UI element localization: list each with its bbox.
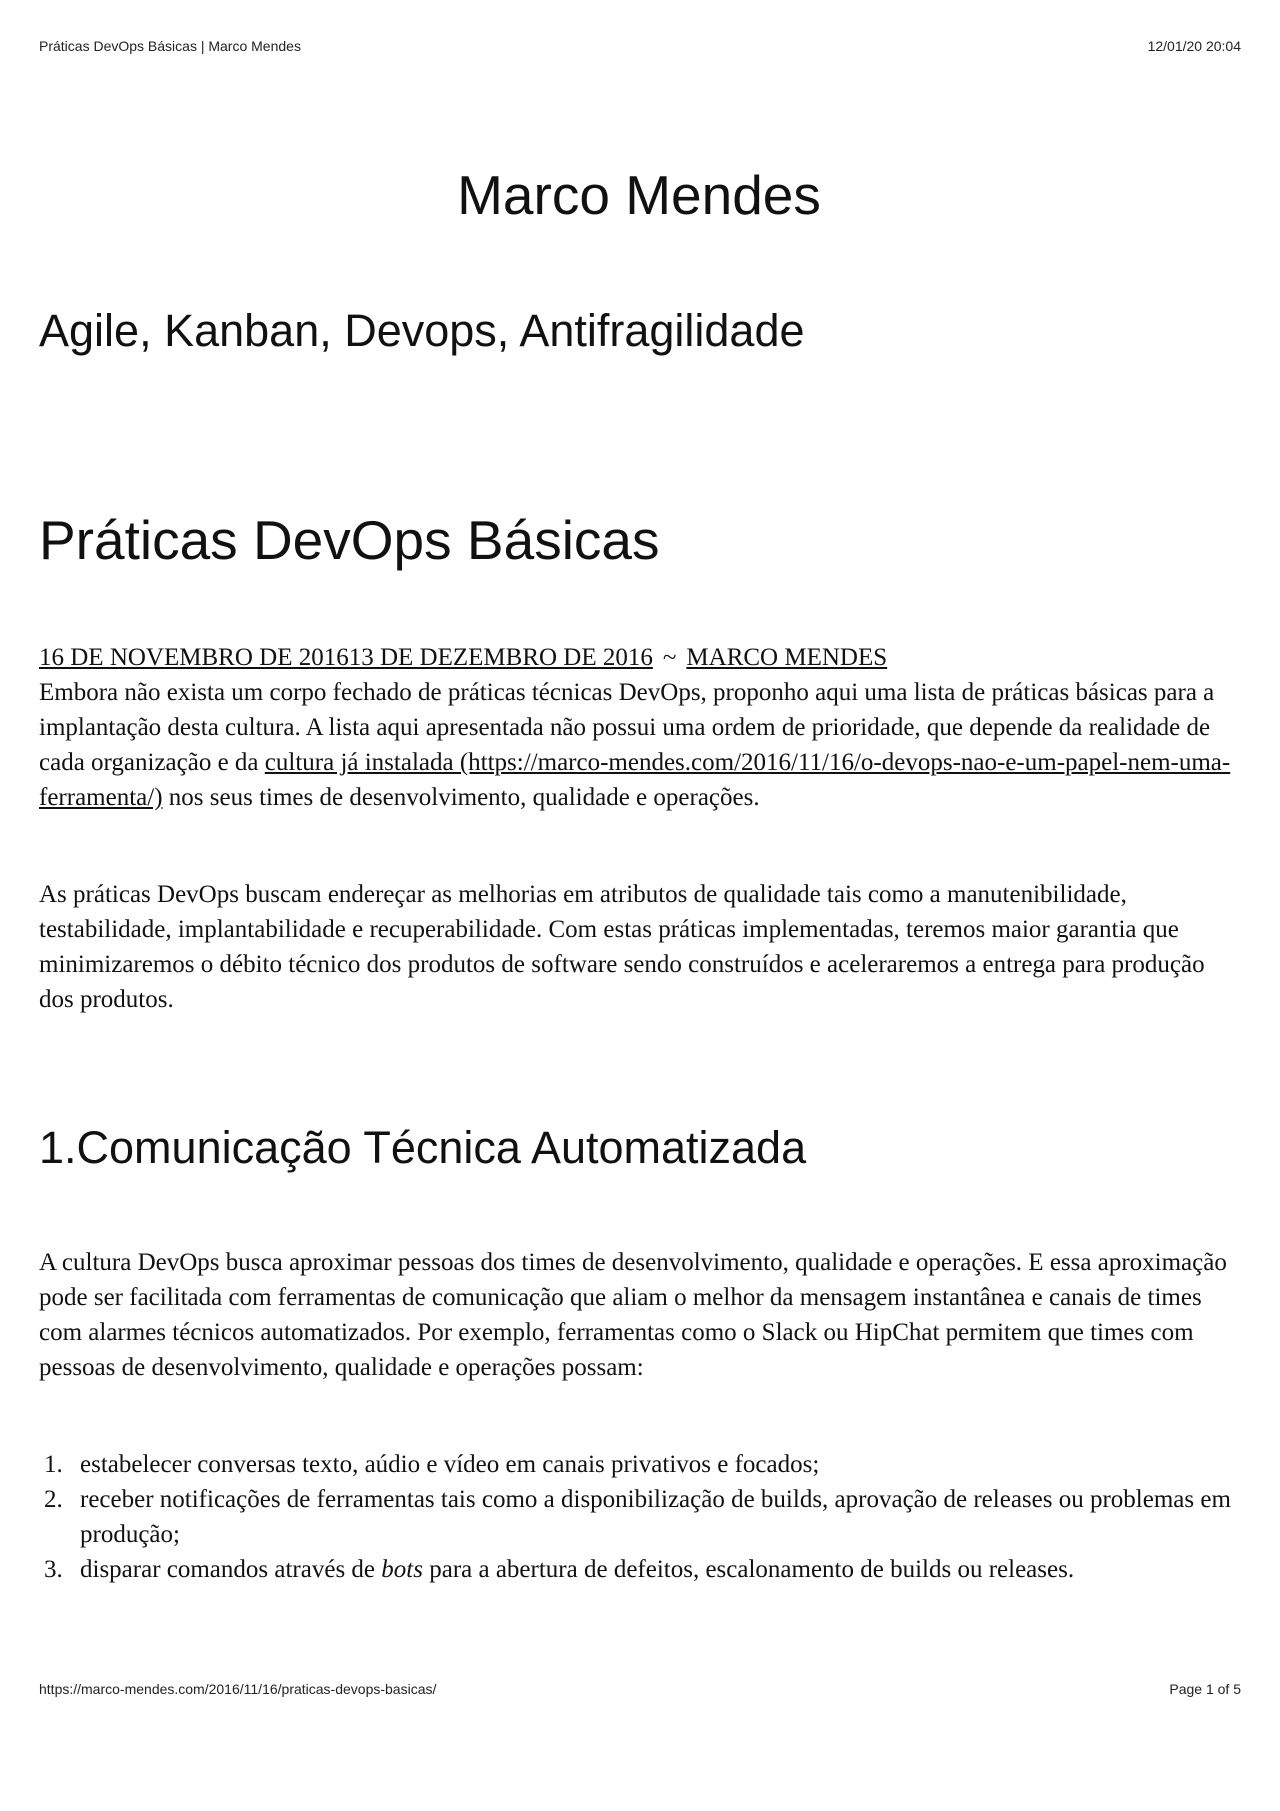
bots-emphasis: bots [381,1556,423,1583]
intro-text-after: nos seus times de desenvolvimento, qualidade e operações. [162,784,760,811]
list-item-text: receber notificações de ferramentas tais como a disponibilização de builds, aprovação de releases ou problemas em produção; [80,1486,1231,1548]
print-footer-page: Page 1 of 5 [1169,1681,1241,1697]
list-item-number: 2. [44,1486,63,1513]
quality-paragraph [39,877,1239,1017]
section1-paragraph [39,1245,1239,1385]
section1-paragraph-text: A cultura DevOps busca aproximar pessoas dos times de desenvolvimento, qualidade e operações. E essa aproximação pode ser facilitada com ferramentas de comunicação que aliam o melhor da mensagem instantânea e canais de times com alarmes técnicos automatizados. Por exemplo, ferramentas como o Slack ou HipChat permitem que times com pessoas de desenvolvimento, qualidade e operações possam: [39,1249,1227,1381]
practices-list [39,1447,1239,1587]
post-author-link[interactable]: MARCO MENDES [686,644,888,671]
list-item [39,1447,1239,1482]
list-item [39,1552,1239,1587]
quality-paragraph-text: As práticas DevOps buscam endereçar as melhorias em atributos de qualidade tais como a manutenibilidade, testabilidade, implantabilidade e recuperabilidade. Com estas práticas implementadas, teremos maior garantia que minimizaremos o débito técnico dos produtos de software sendo construídos e aceleraremos a entrega para produção dos produtos. [39,881,1205,1013]
list-item-text: estabelecer conversas texto, aúdio e vídeo em canais privativos e focados; [80,1451,820,1478]
print-header-datetime: 12/01/20 20:04 [1147,38,1241,54]
site-title[interactable]: Marco Mendes [457,164,821,226]
list-item-number: 3. [44,1556,63,1583]
list-item-text-before: disparar comandos através de [80,1556,382,1583]
list-item-number: 1. [44,1451,63,1478]
section-heading-1: 1.Comunicação Técnica Automatizada [39,1122,807,1173]
site-tagline: Agile, Kanban, Devops, Antifragilidade [39,305,805,356]
post-date-link[interactable]: 16 DE NOVEMBRO DE 201613 DE DEZEMBRO DE 2016 [39,644,653,671]
post-meta [39,640,1239,675]
print-header [39,38,1241,54]
list-item [39,1482,1239,1552]
meta-separator: ~ [662,644,677,671]
print-footer [39,1681,1241,1697]
list-item-text-after: para a abertura de defeitos, escalonamento de builds ou releases. [422,1556,1075,1583]
culture-link[interactable]: cultura já instalada (https://marco-mendes.com/2016/11/16/o-devops-nao-e-um-papel-nem-uma-ferramenta/) [39,749,1231,811]
post-title: Práticas DevOps Básicas [39,509,660,571]
print-footer-url: https://marco-mendes.com/2016/11/16/praticas-devops-basicas/ [39,1681,437,1697]
print-header-title: Práticas DevOps Básicas | Marco Mendes [39,38,301,54]
intro-text-before: Embora não exista um corpo fechado de práticas técnicas DevOps, proponho aqui uma lista de práticas básicas para a implantação desta cultura. A lista aqui apresentada não possui uma ordem de prioridade, que depende da realidade de cada organização e da [39,679,1215,776]
intro-paragraph [39,675,1239,815]
